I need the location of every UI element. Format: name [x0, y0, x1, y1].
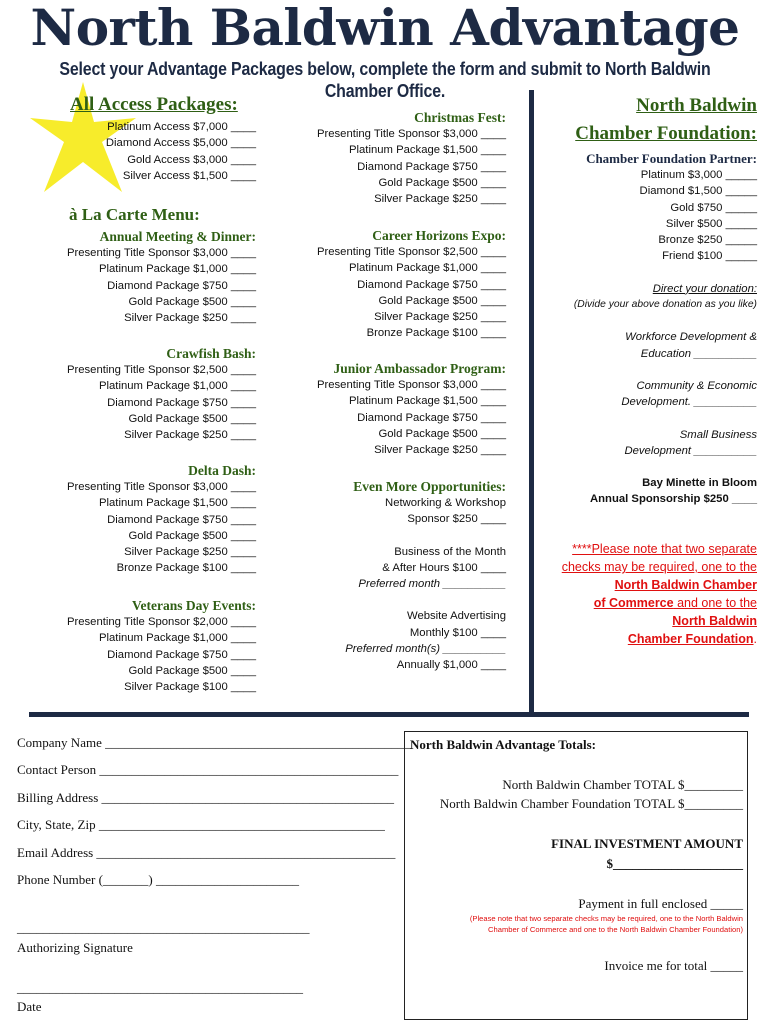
list-item[interactable]: Diamond Package $750 ____ [357, 278, 506, 291]
list-item[interactable]: Presenting Title Sponsor $2,500 ____ [66, 364, 256, 376]
list-item[interactable]: Diamond $1,500 _____ [639, 185, 757, 198]
list-item[interactable]: Diamond Package $750 ____ [357, 411, 506, 424]
junior-section [270, 361, 506, 458]
section-heading: Crawfish Bash: [166, 346, 256, 361]
list-item[interactable]: Presenting Title Sponsor $2,000 ____ [66, 616, 256, 628]
city-state-zip-field[interactable]: City, State, Zip ____________________________________________ [17, 817, 385, 832]
list-item[interactable]: Silver Access $1,500 ____ [122, 169, 256, 182]
separate-checks-note: ****Please note that two separate checks may be required, one to the North Baldwin Chamber of Commerce and one to the North Baldwin Chamber Foundation. [561, 542, 757, 646]
email-address-field[interactable]: Email Address ______________________________________________ [17, 845, 396, 860]
section-heading: Even More Opportunities: [353, 479, 506, 494]
contact-person-field[interactable]: Contact Person ______________________________________________ [17, 762, 399, 777]
foundation-total-field[interactable]: North Baldwin Chamber Foundation TOTAL $_________ [439, 796, 743, 811]
list-item[interactable]: Monthly $100 ____ [409, 626, 506, 639]
list-item[interactable]: Gold Package $500 ____ [128, 664, 256, 677]
payment-note-2: Chamber of Commerce and one to the North Baldwin Chamber Foundation) [488, 925, 743, 934]
annual-meeting-section [20, 229, 256, 326]
section-heading: Junior Ambassador Program: [333, 361, 506, 376]
list-item[interactable]: Friend $100 _____ [662, 250, 757, 263]
signature-line[interactable]: _____________________________________________ [17, 920, 310, 935]
horizontal-divider [29, 712, 749, 717]
signature-label: Authorizing Signature [17, 940, 133, 955]
payment-note-1: (Please note that two separate checks may be required, one to the North Baldwin [469, 914, 743, 923]
phone-number-field[interactable]: Phone Number (_______) ______________________ [17, 872, 300, 887]
list-item[interactable]: Gold Package $500 ____ [128, 529, 256, 542]
list-item[interactable]: Platinum Package $1,000 ____ [98, 380, 256, 393]
list-item[interactable]: Gold Access $3,000 ____ [127, 153, 256, 166]
list-item[interactable]: Diamond Package $750 ____ [107, 648, 256, 661]
list-item: Workforce Development & [625, 331, 757, 344]
list-item[interactable]: Silver Package $250 ____ [374, 444, 506, 457]
list-item[interactable]: Sponsor $250 ____ [407, 513, 506, 526]
final-investment-label: FINAL INVESTMENT AMOUNT [551, 836, 743, 851]
list-item[interactable]: Development __________ [624, 444, 757, 457]
section-heading: Christmas Fest: [414, 110, 506, 125]
list-item[interactable]: Platinum Access $7,000 ____ [107, 121, 256, 133]
list-item[interactable]: Annually $1,000 ____ [396, 659, 506, 672]
totals-box [404, 731, 748, 1020]
list-item[interactable]: Gold Package $500 ____ [128, 412, 256, 425]
direct-donation-label: Direct your donation: [652, 282, 757, 295]
list-item: Community & Economic [636, 379, 757, 392]
list-item[interactable]: Silver Package $250 ____ [124, 429, 256, 442]
delta-dash-section [20, 463, 256, 577]
section-heading: Veterans Day Events: [132, 598, 256, 613]
company-name-field[interactable]: Company Name _______________________________________________ [17, 735, 411, 750]
page-subtitle: Select your Advantage Packages below, complete the form and submit to North Baldwin Chamber Office. [59, 58, 711, 101]
list-item: Website Advertising [406, 610, 506, 623]
list-item[interactable]: Annual Sponsorship $250 ____ [590, 493, 757, 506]
list-item[interactable]: Gold $750 _____ [670, 201, 757, 214]
billing-address-field[interactable]: Billing Address _____________________________________________ [17, 790, 395, 805]
list-item[interactable]: Bronze $250 _____ [658, 234, 757, 247]
list-item[interactable]: Silver Package $250 ____ [124, 546, 256, 559]
list-item[interactable]: Silver Package $250 ____ [124, 312, 256, 325]
list-item[interactable]: Platinum Package $1,500 ____ [98, 497, 256, 510]
list-item[interactable]: Preferred month __________ [358, 578, 506, 591]
list-item[interactable]: Silver Package $100 ____ [124, 681, 256, 694]
list-item[interactable]: Bronze Package $100 ____ [366, 327, 506, 340]
list-item[interactable]: Presenting Title Sponsor $2,500 ____ [316, 246, 506, 258]
list-item[interactable]: Gold Package $500 ____ [378, 427, 506, 440]
list-item[interactable]: Platinum Package $1,000 ____ [98, 632, 256, 645]
totals-heading: North Baldwin Advantage Totals: [410, 737, 597, 752]
all-access-heading: All Access Packages: [70, 94, 238, 115]
list-item[interactable]: Platinum Package $1,500 ____ [348, 144, 506, 157]
page-title: North Baldwin Advantage [30, 0, 740, 57]
list-item[interactable]: Presenting Title Sponsor $3,000 ____ [316, 128, 506, 140]
foundation-heading: North Baldwin [636, 95, 757, 116]
list-item[interactable]: Platinum Package $1,000 ____ [348, 262, 506, 275]
date-label: Date [17, 999, 42, 1014]
list-item[interactable]: Platinum $3,000 _____ [640, 169, 757, 181]
list-item[interactable]: Diamond Package $750 ____ [107, 396, 256, 409]
list-item: Networking & Workshop [385, 497, 506, 509]
list-item[interactable]: Diamond Package $750 ____ [107, 513, 256, 526]
list-item[interactable]: Gold Package $500 ____ [378, 176, 506, 189]
list-item[interactable]: Silver Package $250 ____ [374, 311, 506, 324]
section-heading: Annual Meeting & Dinner: [99, 229, 256, 244]
list-item[interactable]: Preferred month(s) __________ [345, 643, 506, 656]
list-item[interactable]: Diamond Package $750 ____ [107, 279, 256, 292]
direct-donation-note: (Divide your above donation as you like) [573, 299, 757, 311]
list-item[interactable]: & After Hours $100 ____ [382, 561, 506, 574]
list-item[interactable]: Platinum Package $1,500 ____ [348, 395, 506, 408]
a-la-carte-heading: à La Carte Menu: [69, 205, 200, 224]
list-item[interactable]: Diamond Package $750 ____ [357, 160, 506, 173]
list-item[interactable]: Education __________ [640, 347, 757, 360]
list-item[interactable]: Gold Package $500 ____ [378, 294, 506, 307]
partner-heading: Chamber Foundation Partner: [586, 151, 757, 166]
christmas-section [270, 110, 506, 207]
list-item: Small Business [679, 428, 757, 441]
list-item[interactable]: Presenting Title Sponsor $3,000 ____ [66, 247, 256, 259]
date-line[interactable]: ____________________________________________ [17, 980, 303, 995]
more-opportunities-section [270, 479, 506, 674]
veterans-section [20, 598, 256, 695]
crawfish-section [20, 346, 256, 443]
list-item: Bay Minette in Bloom [642, 477, 757, 490]
list-item[interactable]: Gold Package $500 ____ [128, 295, 256, 308]
list-item[interactable]: Silver Package $250 ____ [374, 193, 506, 206]
list-item[interactable]: Presenting Title Sponsor $3,000 ____ [316, 379, 506, 391]
foundation-section [540, 92, 757, 508]
list-item[interactable]: Platinum Package $1,000 ____ [98, 263, 256, 276]
section-heading: Delta Dash: [188, 463, 256, 478]
list-item[interactable]: Bronze Package $100 ____ [116, 562, 256, 575]
foundation-heading-2: Chamber Foundation: [575, 123, 757, 144]
career-section [270, 228, 506, 342]
list-item[interactable]: Development. __________ [621, 396, 757, 409]
invoice-me-field[interactable]: Invoice me for total _____ [604, 958, 743, 973]
section-heading: Career Horizons Expo: [372, 228, 506, 243]
payment-enclosed-field[interactable]: Payment in full enclosed _____ [578, 896, 743, 911]
list-item[interactable]: Diamond Access $5,000 ____ [105, 137, 256, 150]
list-item[interactable]: Silver $500 _____ [665, 217, 757, 230]
final-investment-field[interactable]: $____________________ [606, 856, 743, 871]
list-item: Business of the Month [394, 545, 506, 558]
list-item[interactable]: Presenting Title Sponsor $3,000 ____ [66, 481, 256, 493]
chamber-total-field[interactable]: North Baldwin Chamber TOTAL $_________ [502, 777, 743, 792]
all-access-list [40, 119, 256, 184]
